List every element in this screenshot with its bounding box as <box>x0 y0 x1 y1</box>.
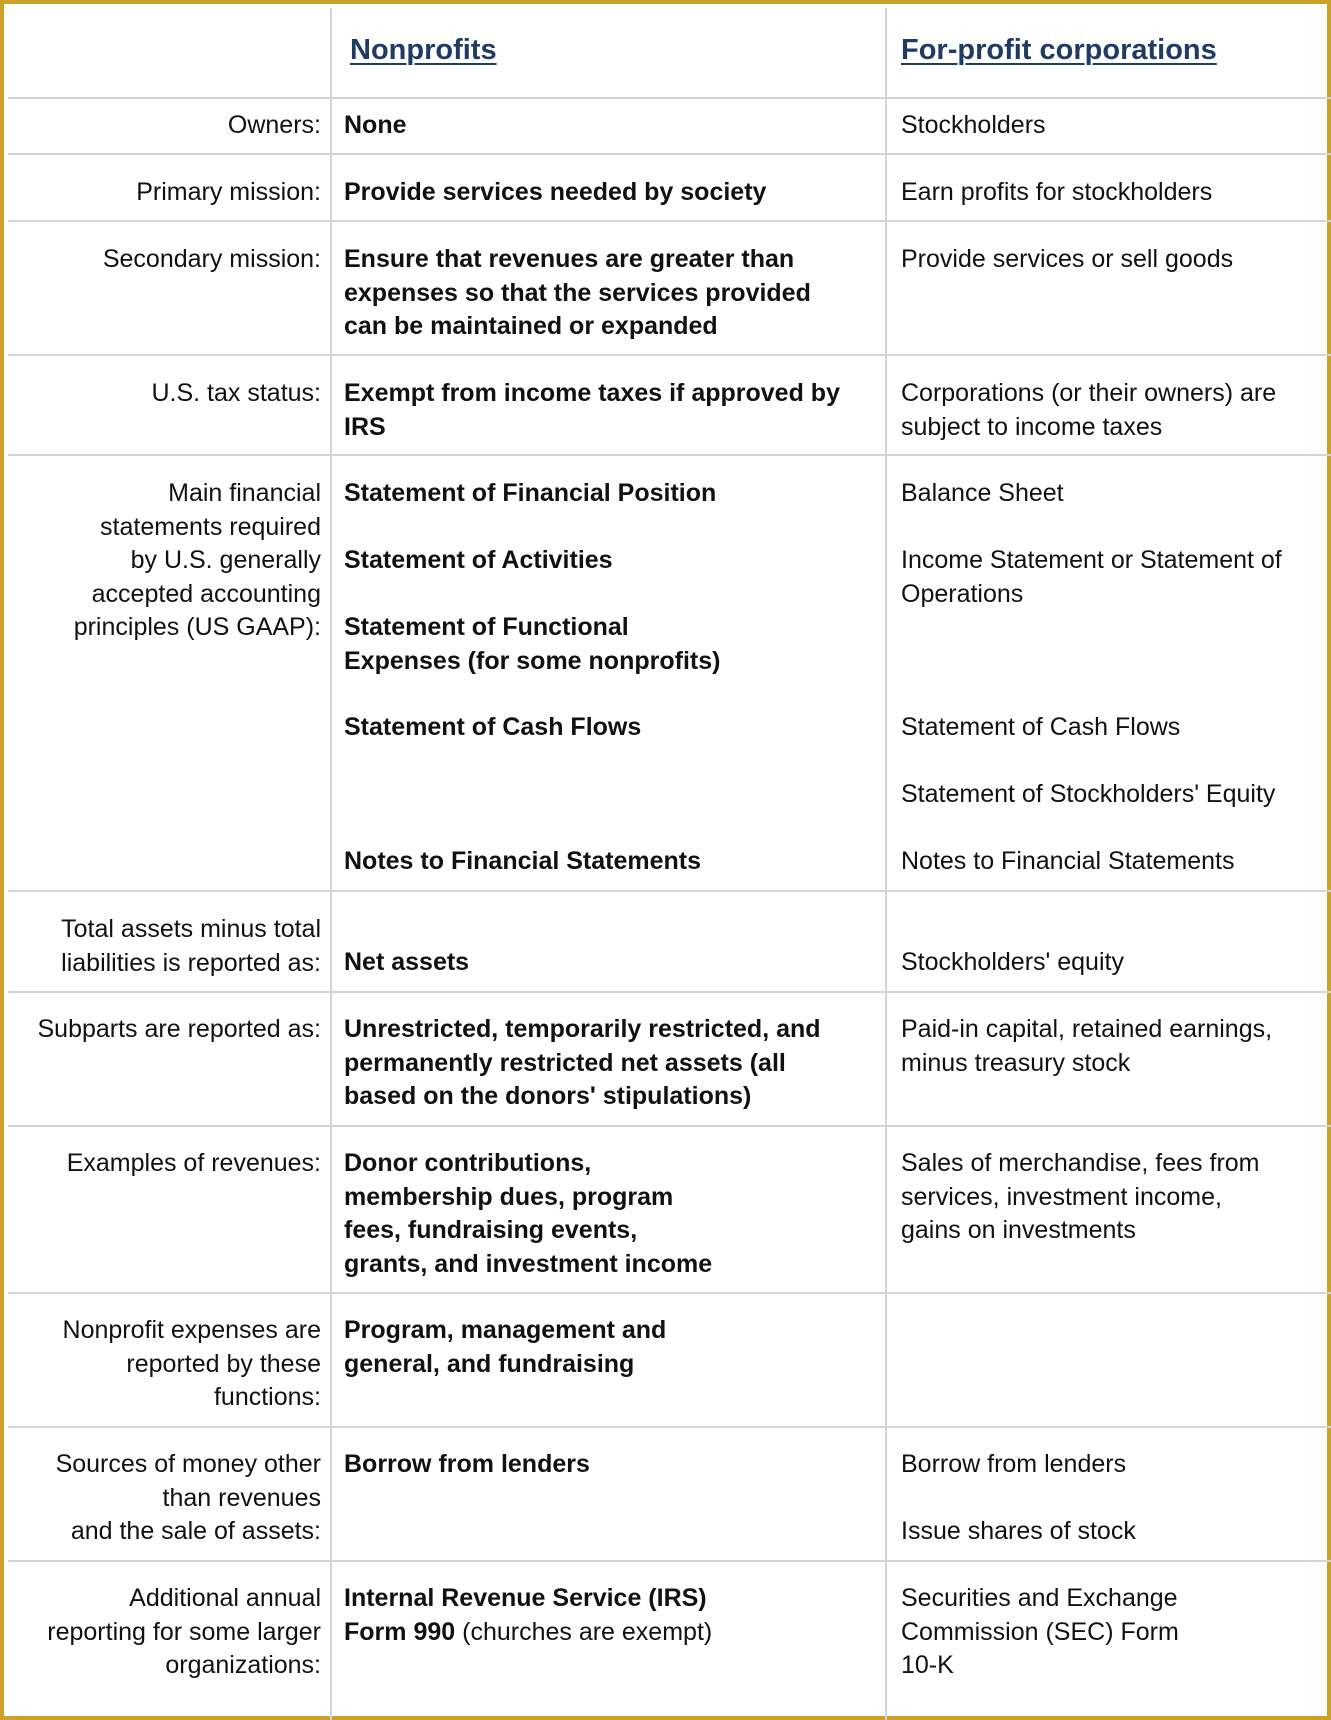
text-line: grants, and investment income <box>344 1249 713 1278</box>
nonprofit-revenues <box>344 1147 712 1281</box>
forprofit-statement-equity: Statement of Stockholders' Equity <box>901 780 1276 808</box>
nonprofit-sources-of-money: Borrow from lenders <box>344 1450 590 1478</box>
text-line: Securities and Exchange <box>901 1584 1178 1612</box>
form-990-label: Form 990 <box>344 1617 456 1646</box>
comparison-table <box>8 8 1331 1720</box>
row-divider <box>8 220 1331 222</box>
row-divider <box>8 153 1331 155</box>
row-label-subparts: Subparts are reported as: <box>37 1015 321 1043</box>
nonprofit-statement-cash-flows: Statement of Cash Flows <box>344 713 642 741</box>
text-line: Expenses (for some nonprofits) <box>344 646 721 675</box>
text-line: membership dues, program <box>344 1182 674 1211</box>
forprofit-net-worth: Stockholders' equity <box>901 948 1124 976</box>
forprofit-primary-mission: Earn profits for stockholders <box>901 178 1213 206</box>
row-label-annual-reporting <box>47 1582 321 1683</box>
text-line: expenses so that the services provided <box>344 278 811 307</box>
forprofit-subparts <box>901 1013 1272 1080</box>
text-line: Sources of money other <box>55 1450 321 1478</box>
text-line: statements required <box>100 512 321 541</box>
row-divider <box>8 1426 1331 1428</box>
text-line: liabilities is reported as: <box>61 948 321 977</box>
text-line: Statement of Functional <box>344 613 629 641</box>
text-line: reporting for some larger <box>47 1617 321 1646</box>
nonprofit-expenses <box>344 1314 666 1381</box>
text-line: reported by these <box>126 1349 321 1378</box>
row-divider <box>8 991 1331 993</box>
column-divider <box>330 8 332 1720</box>
nonprofit-owners: None <box>344 111 407 139</box>
row-label-primary-mission: Primary mission: <box>136 178 321 206</box>
text-line: Program, management and <box>344 1316 667 1344</box>
forprofit-statement-cash-flows: Statement of Cash Flows <box>901 713 1181 741</box>
text-line: fees, fundraising events, <box>344 1216 638 1244</box>
text-line: Internal Revenue Service (IRS) <box>344 1584 707 1612</box>
text-line: 10-K <box>901 1651 954 1679</box>
nonprofit-secondary-mission <box>344 243 811 344</box>
nonprofit-primary-mission: Provide services needed by society <box>344 178 767 206</box>
forprofit-revenues <box>901 1147 1260 1248</box>
nonprofit-statement-functional-expenses <box>344 611 720 678</box>
forprofit-borrow: Borrow from lenders <box>901 1450 1127 1478</box>
forprofit-income-statement <box>901 544 1282 611</box>
text-line: Operations <box>901 579 1024 608</box>
text-line: Income Statement or Statement of <box>901 546 1282 574</box>
forprofit-tax-status <box>901 377 1276 444</box>
text-line: by U.S. generally <box>130 546 321 574</box>
text-line: Exempt from income taxes if approved by <box>344 379 840 407</box>
text-line: IRS <box>344 412 386 441</box>
column-divider <box>885 8 887 1720</box>
row-divider <box>8 1125 1331 1127</box>
row-label-net-worth <box>61 913 321 980</box>
forprofit-secondary-mission: Provide services or sell goods <box>901 245 1234 273</box>
header-forprofit: For-profit corporations <box>901 34 1217 66</box>
row-label-revenues: Examples of revenues: <box>66 1149 321 1177</box>
text-line: than revenues <box>162 1483 321 1512</box>
row-label-sources-of-money <box>56 1448 321 1549</box>
text-line: Donor contributions, <box>344 1149 592 1177</box>
nonprofit-tax-status <box>344 377 840 444</box>
text-line: Corporations (or their owners) are <box>901 379 1277 407</box>
row-divider <box>8 1560 1331 1562</box>
text-line: can be maintained or expanded <box>344 312 718 340</box>
text-line: subject to income taxes <box>901 412 1163 441</box>
text-line: Sales of merchandise, fees from <box>901 1149 1260 1177</box>
nonprofit-statement-activities: Statement of Activities <box>344 546 613 574</box>
text-line: and the sale of assets: <box>70 1517 321 1545</box>
forprofit-balance-sheet: Balance Sheet <box>901 479 1064 507</box>
churches-exempt-note: (churches are exempt) <box>455 1617 713 1646</box>
nonprofit-net-worth: Net assets <box>344 948 470 976</box>
text-line: Unrestricted, temporarily restricted, and <box>344 1015 821 1043</box>
row-divider <box>8 890 1331 892</box>
forprofit-issue-shares: Issue shares of stock <box>901 1517 1136 1545</box>
text-line: accepted accounting <box>91 579 321 608</box>
text-line: services, investment income, <box>901 1182 1222 1211</box>
text-line: permanently restricted net assets (all <box>344 1048 786 1077</box>
forprofit-notes: Notes to Financial Statements <box>901 847 1235 875</box>
forprofit-owners: Stockholders <box>901 111 1046 139</box>
row-divider <box>8 97 1331 99</box>
nonprofit-annual-reporting <box>344 1582 712 1649</box>
text-line <box>344 1616 712 1650</box>
text-line: Ensure that revenues are greater than <box>344 245 795 273</box>
text-line: Additional annual <box>129 1584 321 1612</box>
header-nonprofits: Nonprofits <box>350 34 497 66</box>
nonprofit-notes: Notes to Financial Statements <box>344 847 702 875</box>
row-label-expenses <box>63 1314 321 1415</box>
forprofit-annual-reporting <box>901 1582 1179 1683</box>
nonprofit-statement-financial-position: Statement of Financial Position <box>344 479 717 507</box>
text-line: functions: <box>213 1383 321 1411</box>
text-line: gains on investments <box>901 1216 1136 1244</box>
text-line: based on the donors' stipulations) <box>344 1082 752 1110</box>
text-line: general, and fundraising <box>344 1349 635 1378</box>
nonprofit-subparts <box>344 1013 821 1114</box>
row-label-financial-statements <box>74 477 321 645</box>
text-line: principles (US GAAP): <box>73 613 321 641</box>
text-line: Paid-in capital, retained earnings, <box>901 1015 1273 1043</box>
row-divider <box>8 454 1331 456</box>
row-label-tax-status: U.S. tax status: <box>151 379 321 407</box>
text-line: Main financial <box>168 479 321 507</box>
row-label-owners: Owners: <box>227 111 321 139</box>
row-label-secondary-mission: Secondary mission: <box>102 245 321 273</box>
text-line: Total assets minus total <box>61 915 321 943</box>
text-line: Commission (SEC) Form <box>901 1617 1179 1646</box>
text-line: organizations: <box>165 1651 321 1679</box>
text-line: minus treasury stock <box>901 1048 1131 1077</box>
row-divider <box>8 354 1331 356</box>
row-divider <box>8 1292 1331 1294</box>
text-line: Nonprofit expenses are <box>62 1316 321 1344</box>
